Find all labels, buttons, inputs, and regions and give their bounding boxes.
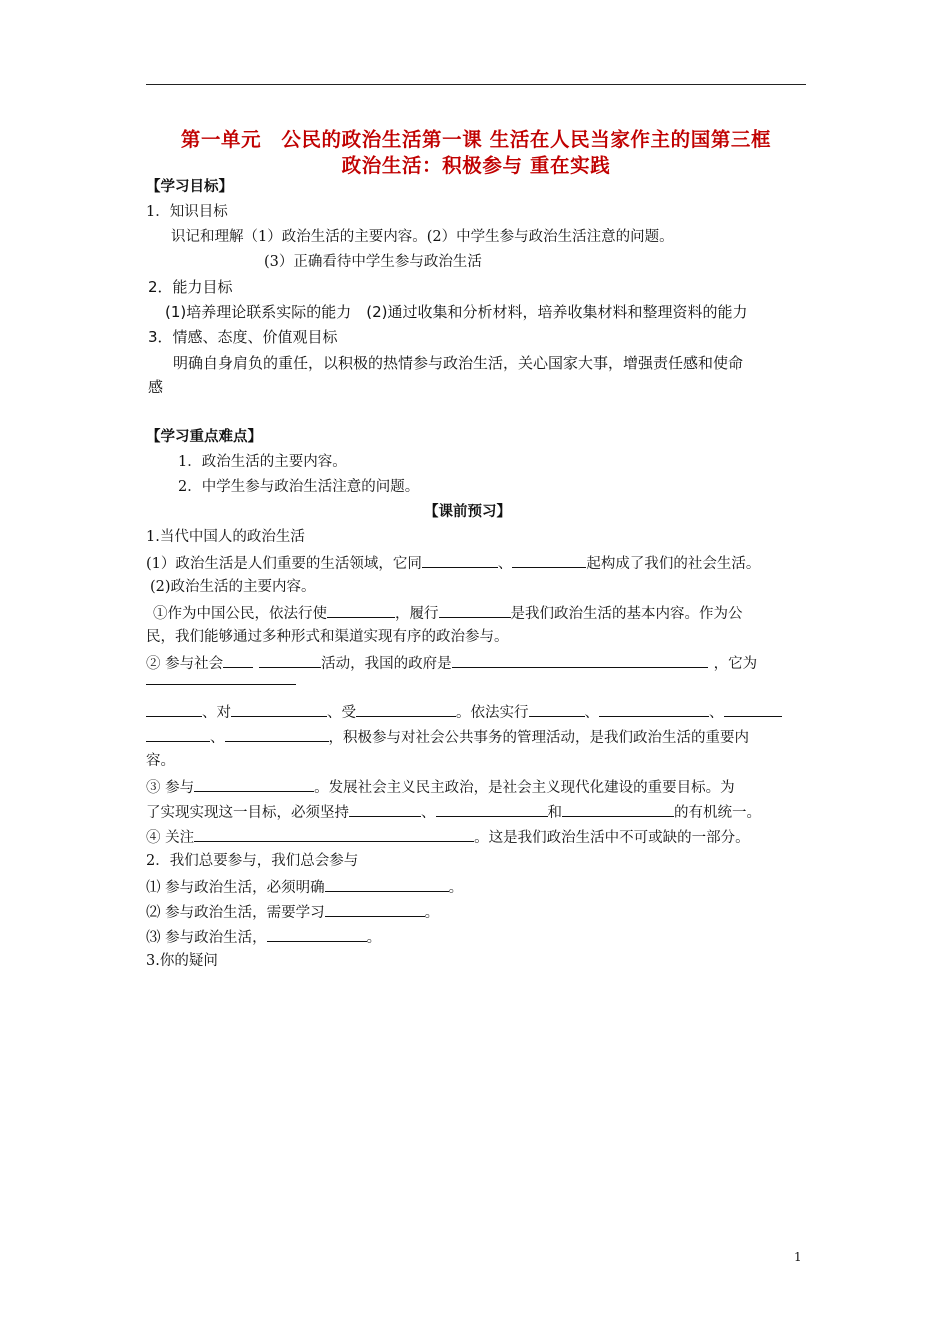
blank-field[interactable] [436, 802, 548, 817]
key-point-2: 2．中学生参与政治生活注意的问题。 [178, 479, 420, 495]
question-2: ⑵ 参与政治生活，需要学习 。 [146, 902, 439, 922]
emotion-label: 3．情感、态度、价值观目标 [148, 328, 338, 346]
question-1: ⑴ 参与政治生活，必须明确 。 [146, 877, 463, 897]
blank-field[interactable] [327, 603, 395, 618]
paragraph-10: ③ 参与 。发展社会主义民主政治，是社会主义现代化建设的重要目标。为 [146, 777, 735, 797]
objectives-heading: 【学习目标】 [146, 178, 233, 195]
blank-field[interactable] [194, 827, 474, 842]
knowledge-line-2: (3）正确看待中学生参与政治生活 [264, 254, 482, 270]
blank-field[interactable] [259, 653, 321, 668]
key-point-1: 1．政治生活的主要内容。 [178, 454, 347, 470]
blank-field[interactable] [146, 727, 210, 742]
title-line-2: 政治生活：积极参与 重在实践 [341, 154, 611, 177]
blank-field[interactable] [194, 777, 314, 792]
blank-line [146, 670, 296, 690]
blank-field[interactable] [146, 670, 296, 685]
title-line-1: 第一单元 公民的政治生活第一课 生活在人民当家作主的国第三框 [180, 128, 772, 151]
blank-field[interactable] [267, 927, 367, 942]
key-points-heading: 【学习重点难点】 [146, 428, 262, 445]
section-2: 2．我们总要参与，我们总会参与 [146, 853, 359, 869]
section-3: 3.你的疑问 [146, 953, 218, 969]
paragraph-1: (1）政治生活是人们重要的生活领域，它同 、 起构成了我们的社会生活。 [146, 553, 760, 573]
blank-field[interactable] [225, 727, 329, 742]
preview-heading: 【课前预习】 [424, 503, 511, 520]
emotion-line-1: 明确自身肩负的重任，以积极的热情参与政治生活，关心国家大事，增强责任感和使命 [173, 354, 744, 372]
ability-text: (1)培养理论联系实际的能力 (2)通过收集和分析材料，培养收集材料和整理资料的能力 [165, 303, 748, 321]
blank-field[interactable] [529, 702, 585, 717]
paragraph-12: ④ 关注 。这是我们政治生活中不可或缺的一部分。 [146, 827, 750, 847]
blank-field[interactable] [422, 553, 498, 568]
blank-field[interactable] [325, 877, 449, 892]
blank-field[interactable] [146, 702, 202, 717]
emotion-line-2: 感 [148, 378, 164, 396]
blank-field[interactable] [512, 553, 586, 568]
paragraph-2: (2)政治生活的主要内容。 [150, 579, 316, 595]
knowledge-label: 1．知识目标 [146, 204, 228, 220]
paragraph-3: ①作为中国公民，依法行使 ，履行 是我们政治生活的基本内容。作为公 [153, 603, 743, 623]
paragraph-7: 、对 、受 。依法实行 、 、 [146, 702, 782, 722]
header-rule [146, 84, 806, 85]
blank-field[interactable] [562, 802, 674, 817]
question-3: ⑶ 参与政治生活， 。 [146, 927, 381, 947]
blank-field[interactable] [325, 902, 425, 917]
blank-field[interactable] [231, 702, 327, 717]
blank-field[interactable] [223, 653, 253, 668]
paragraph-8: 、 ，积极参与对社会公共事务的管理活动，是我们政治生活的重要内 [146, 727, 749, 747]
blank-field[interactable] [356, 702, 456, 717]
blank-field[interactable] [439, 603, 511, 618]
paragraph-9: 容。 [146, 753, 175, 769]
section-1: 1.当代中国人的政治生活 [146, 529, 305, 545]
paragraph-11: 了实现实现这一目标，必须坚持 、 和 的有机统一。 [146, 802, 761, 822]
paragraph-5: ② 参与社会 活动，我国的政府是 ，它为 [146, 653, 757, 673]
blank-field[interactable] [724, 702, 782, 717]
ability-label: 2．能力目标 [148, 278, 233, 296]
knowledge-line-1: 识记和理解（1）政治生活的主要内容。(2）中学生参与政治生活注意的问题。 [171, 229, 674, 245]
blank-field[interactable] [349, 802, 421, 817]
paragraph-4: 民，我们能够通过多种形式和渠道实现有序的政治参与。 [146, 629, 509, 645]
page-number: 1 [794, 1250, 802, 1264]
blank-field[interactable] [599, 702, 709, 717]
blank-field[interactable] [452, 653, 708, 668]
